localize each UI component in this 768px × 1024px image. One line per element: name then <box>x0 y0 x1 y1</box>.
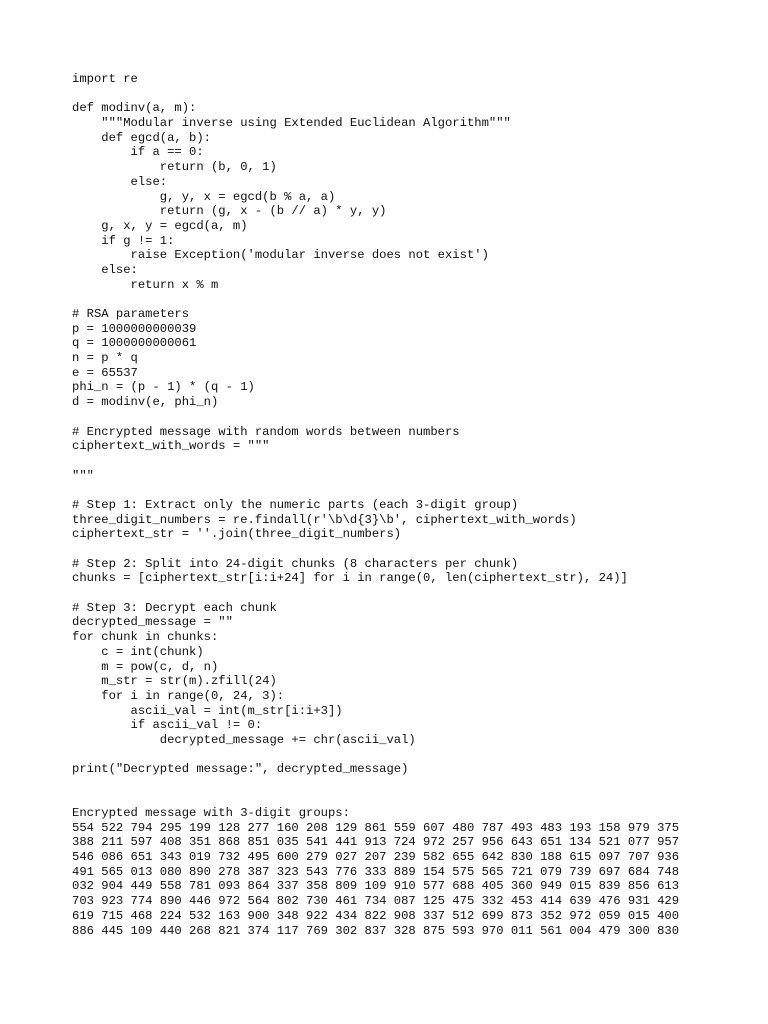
output-number-row: 546 086 651 343 019 732 495 600 279 027 207 239 582 655 642 830 188 615 097 707 936 <box>72 850 680 865</box>
code-line <box>72 483 628 498</box>
code-line: # Encrypted message with random words between numbers <box>72 424 460 439</box>
code-line: m = pow(c, d, n) <box>72 659 219 674</box>
code-line <box>72 586 628 601</box>
code-line: for i in range(0, 24, 3): <box>72 688 285 703</box>
output-number-row: 388 211 597 408 351 868 851 035 541 441 913 724 972 257 956 643 651 134 521 077 957 <box>72 835 680 850</box>
code-line: ciphertext_str = ''.join(three_digit_numbers) <box>72 527 402 542</box>
output-heading: Encrypted message with 3-digit groups: <box>72 806 350 820</box>
output-number-row: 554 522 794 295 199 128 277 160 208 129 861 559 607 480 787 493 483 193 158 979 375 <box>72 820 680 835</box>
code-line: e = 65537 <box>72 365 138 380</box>
code-line: decrypted_message += chr(ascii_val) <box>72 732 416 747</box>
code-line: raise Exception('modular inverse does not exist') <box>72 248 489 263</box>
code-line: else: <box>72 262 138 277</box>
code-line <box>72 454 628 469</box>
code-line: return (b, 0, 1) <box>72 160 277 175</box>
code-line: ascii_val = int(m_str[i:i+3]) <box>72 703 343 718</box>
code-line: def modinv(a, m): <box>72 101 197 116</box>
code-line <box>72 87 628 102</box>
code-line: for chunk in chunks: <box>72 630 219 645</box>
code-listing <box>72 72 628 777</box>
code-line: if ascii_val != 0: <box>72 718 263 733</box>
code-line <box>72 410 628 425</box>
code-line: d = modinv(e, phi_n) <box>72 395 219 410</box>
code-line: if a == 0: <box>72 145 204 160</box>
code-line: """ <box>72 468 94 483</box>
code-line: else: <box>72 174 168 189</box>
code-line: q = 1000000000061 <box>72 336 197 351</box>
output-number-row: 619 715 468 224 532 163 900 348 922 434 822 908 337 512 699 873 352 972 059 015 400 <box>72 908 680 923</box>
code-line: # Step 2: Split into 24-digit chunks (8 characters per chunk) <box>72 556 519 571</box>
output-number-row: 703 923 774 890 446 972 564 802 730 461 734 087 125 475 332 453 414 639 476 931 429 <box>72 894 680 909</box>
code-line <box>72 542 628 557</box>
code-line: if g != 1: <box>72 233 175 248</box>
output-number-row: 032 904 449 558 781 093 864 337 358 809 109 910 577 688 405 360 949 015 839 856 613 <box>72 879 680 894</box>
code-line: return (g, x - (b // a) * y, y) <box>72 204 387 219</box>
code-line: phi_n = (p - 1) * (q - 1) <box>72 380 255 395</box>
code-line: def egcd(a, b): <box>72 130 211 145</box>
code-line: # RSA parameters <box>72 307 190 321</box>
code-line: ciphertext_with_words = """ <box>72 439 270 454</box>
code-line: """Modular inverse using Extended Euclidean Algorithm""" <box>72 116 511 131</box>
output-number-row: 491 565 013 080 890 278 387 323 543 776 333 889 154 575 565 721 079 739 697 684 748 <box>72 864 680 879</box>
code-line: c = int(chunk) <box>72 644 204 659</box>
code-line: n = p * q <box>72 351 138 366</box>
code-line: g, y, x = egcd(b % a, a) <box>72 189 336 204</box>
code-line: # Step 1: Extract only the numeric parts (each 3-digit group) <box>72 497 519 512</box>
program-output <box>72 806 679 938</box>
code-line: # Step 3: Decrypt each chunk <box>72 600 277 615</box>
output-number-row: 886 445 109 440 268 821 374 117 769 302 837 328 875 593 970 011 561 004 479 300 830 <box>72 923 680 938</box>
code-line: import re <box>72 72 138 86</box>
code-line: return x % m <box>72 277 219 292</box>
code-line: print("Decrypted message:", decrypted_message) <box>72 762 409 777</box>
code-line: g, x, y = egcd(a, m) <box>72 218 248 233</box>
code-line: three_digit_numbers = re.findall(r'\b\d{3}\b', ciphertext_with_words) <box>72 512 577 527</box>
code-line: m_str = str(m).zfill(24) <box>72 674 277 689</box>
code-line: p = 1000000000039 <box>72 321 197 336</box>
code-line <box>72 748 628 763</box>
code-line: decrypted_message = "" <box>72 615 233 630</box>
code-line <box>72 292 628 307</box>
code-line: chunks = [ciphertext_str[i:i+24] for i in range(0, len(ciphertext_str), 24)] <box>72 571 628 586</box>
output-number-rows <box>72 821 679 939</box>
